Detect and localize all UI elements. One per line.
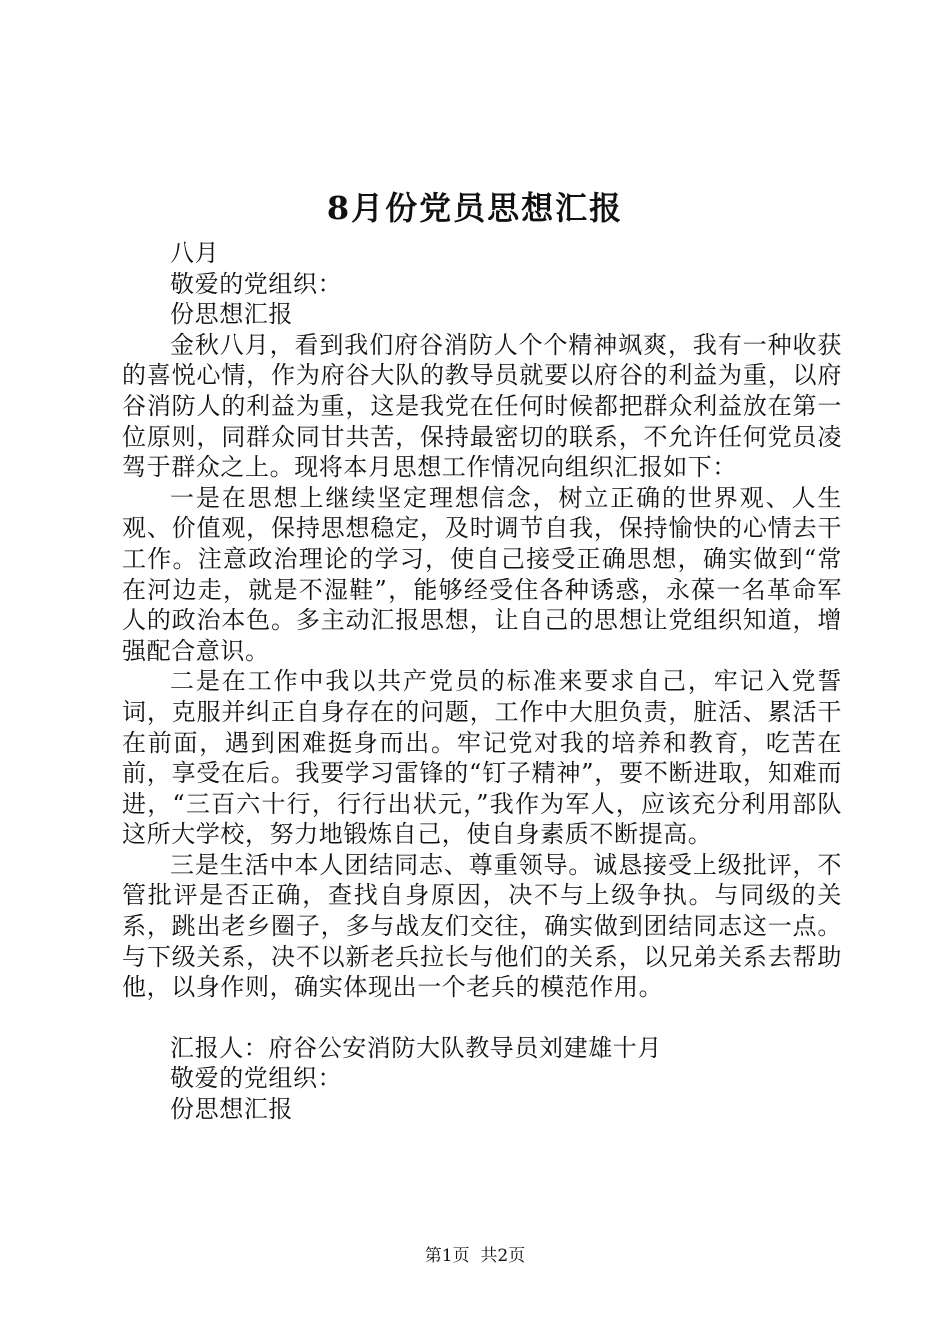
page-number: 第1页 — [424, 1246, 470, 1266]
closing-line-reporter: 汇报人：府谷公安消防大队教导员刘建雄十月 — [170, 1033, 662, 1062]
body-paragraph: 金秋八月，看到我们府谷消防人个个精神飒爽，我有一种收获的喜悦心情，作为府谷大队的教导员就要以府谷的利益为重，以府谷消防人的利益为重，这是我党在任何时候都把群众利益放在第一位原则，同群众同甘共苦，保持最密切的联系，不允许任何党员凌驾于群众之上。现将本月思想工作情况向组织汇报如下： — [122, 330, 842, 482]
body-paragraph: 二是在工作中我以共产党员的标准来要求自己，牢记入党誓词，克服并纠正自身存在的问题，工作中大胆负责，脏活、累活干在前面，遇到困难挺身而出。牢记党对我的培养和教育，吃苦在前，享受在后。我要学习雷锋的“钉子精神”，要不断进取，知难而进，“三百六十行，行行出状元，”我作为军人，应该充分利用部队这所大学校，努力地锻炼自己，使自身素质不断提高。 — [122, 667, 842, 849]
page-total: 共2页 — [480, 1246, 526, 1266]
page-footer — [0, 1244, 950, 1268]
paragraph-spacer — [122, 1003, 842, 1033]
closing-line-subject: 份思想汇报 — [170, 1095, 293, 1124]
closing-line-salutation: 敬爱的党组织： — [170, 1064, 343, 1093]
body-paragraph: 三是生活中本人团结同志、尊重领导。诚恳接受上级批评，不管批评是否正确，查找自身原因，决不与上级争执。与同级的关系，跳出老乡圈子，多与战友们交往，确实做到团结同志这一点。与下级关系，决不以新老兵拉长与他们的关系，以兄弟关系去帮助他，以身作则，确实体现出一个老兵的模范作用。 — [122, 850, 842, 1002]
body-paragraph: 一是在思想上继续坚定理想信念，树立正确的世界观、人生观、价值观，保持思想稳定，及时调节自我，保持愉快的心情去干工作。注意政治理论的学习，使自己接受正确思想，确实做到“常在河边走，就是不湿鞋”，能够经受住各种诱惑，永葆一名革命军人的政治本色。多主动汇报思想，让自己的思想让党组织知道，增强配合意识。 — [122, 483, 842, 665]
document-title: 8月份党员思想汇报 — [326, 189, 624, 227]
header-line-subject: 份思想汇报 — [170, 300, 293, 329]
document-body — [122, 238, 842, 1125]
header-line-salutation: 敬爱的党组织： — [170, 269, 343, 298]
header-line-month: 八月 — [170, 239, 220, 267]
